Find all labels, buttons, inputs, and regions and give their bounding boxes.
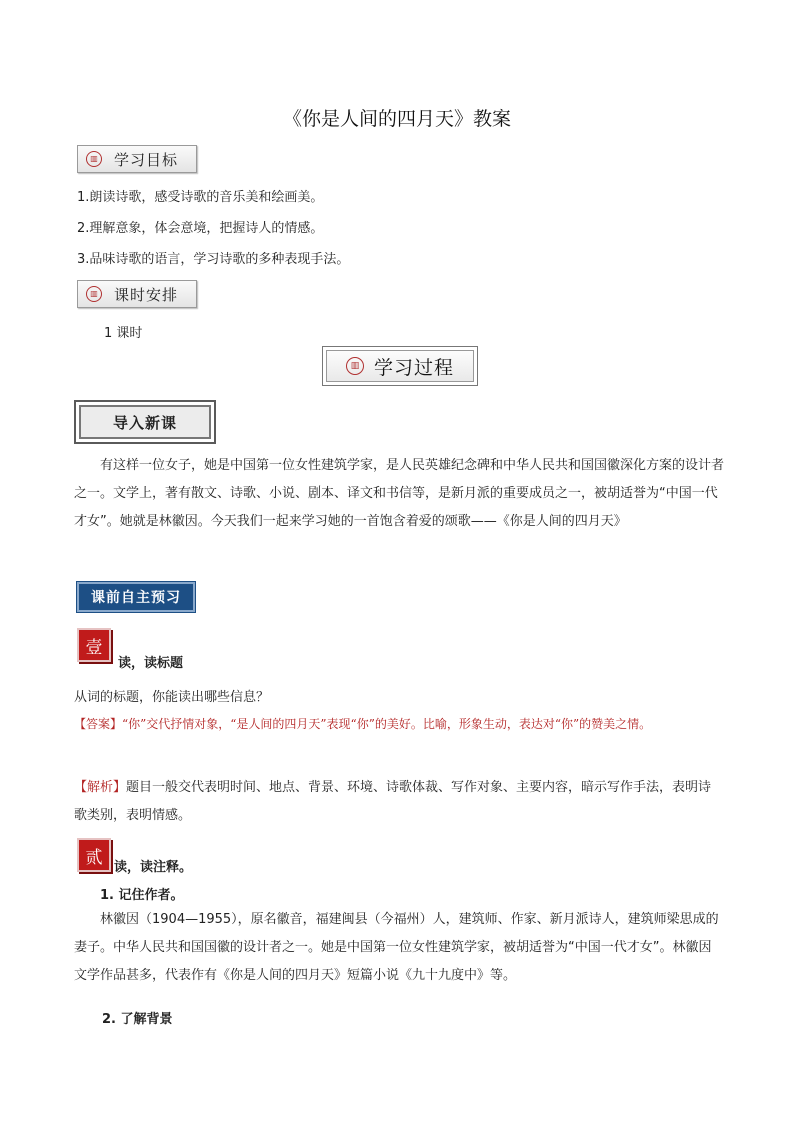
intro-banner (74, 400, 216, 444)
page-title: 《你是人间的四月天》教案 (282, 108, 511, 130)
book-icon: ▥ (346, 357, 364, 375)
goal-item: 1.朗读诗歌，感受诗歌的音乐美和绘画美。 (77, 190, 324, 205)
part2-heading: 读，读注释。 (114, 860, 193, 875)
analysis-block (74, 774, 724, 830)
answer-tag: 【答案】 (74, 717, 123, 731)
analysis-tag: 【解析】 (74, 780, 127, 795)
part2-sub2: 2. 了解背景 (102, 1012, 173, 1027)
numeral-badge-2: 贰 (77, 838, 111, 872)
answer-text: “你”交代抒情对象，“是人间的四月天”表现“你”的美好。比喻，形象生动，表达对“你”的赞美之情。 (122, 717, 652, 731)
intro-paragraph: 有这样一位女子，她是中国第一位女性建筑学家，是人民英雄纪念碑和中华人民共和国国徽深化方案的设计者之一。文学上，著有散文、诗歌、小说、剧本、译文和书信等，是新月派的重要成员之一，被胡适誉为“中国一代才女”。她就是林徽因。今天我们一起来学习她的一首饱含着爱的颂歌——《你是人间的四月天》 (74, 458, 725, 529)
preview-label: 课前自主预习 (91, 590, 181, 606)
numeral-badge-1: 壹 (77, 628, 111, 662)
analysis-text: 题目一般交代表明时间、地点、背景、环境、诗歌体裁、写作对象、主要内容，暗示写作手法，表明诗歌类别，表明情感。 (74, 780, 712, 823)
book-icon: ▥ (86, 286, 102, 302)
goal-item: 2.理解意象，体会意境，把握诗人的情感。 (77, 221, 324, 236)
schedule-value: 1 课时 (104, 326, 143, 341)
goals-label: 学习目标 (114, 150, 179, 169)
author-paragraph: 林徽因（1904—1955），原名徽音，福建闽县（今福州）人，建筑师、作家、新月派诗人，建筑师梁思成的妻子。中华人民共和国国徽的设计者之一。她是中国第一位女性建筑学家，被胡适誉为“中国一代才女”。林徽因文学作品甚多，代表作有《你是人间的四月天》短篇小说《九十九度中》等。 (74, 912, 719, 983)
answer-block (74, 710, 724, 738)
goals-label-box (77, 145, 197, 173)
schedule-label-box (77, 280, 197, 308)
goal-item: 3.品味诗歌的语言，学习诗歌的多种表现手法。 (77, 252, 350, 267)
part1-question: 从词的标题，你能读出哪些信息？ (74, 690, 270, 705)
schedule-label: 课时安排 (114, 285, 179, 304)
part2-sub1: 1. 记住作者。 (100, 888, 184, 903)
process-label: 学习过程 (373, 356, 454, 379)
book-icon: ▥ (86, 151, 102, 167)
part1-heading: 读，读标题 (118, 656, 184, 671)
preview-banner (77, 582, 195, 612)
intro-label: 导入新课 (112, 413, 177, 432)
process-banner (322, 346, 478, 386)
